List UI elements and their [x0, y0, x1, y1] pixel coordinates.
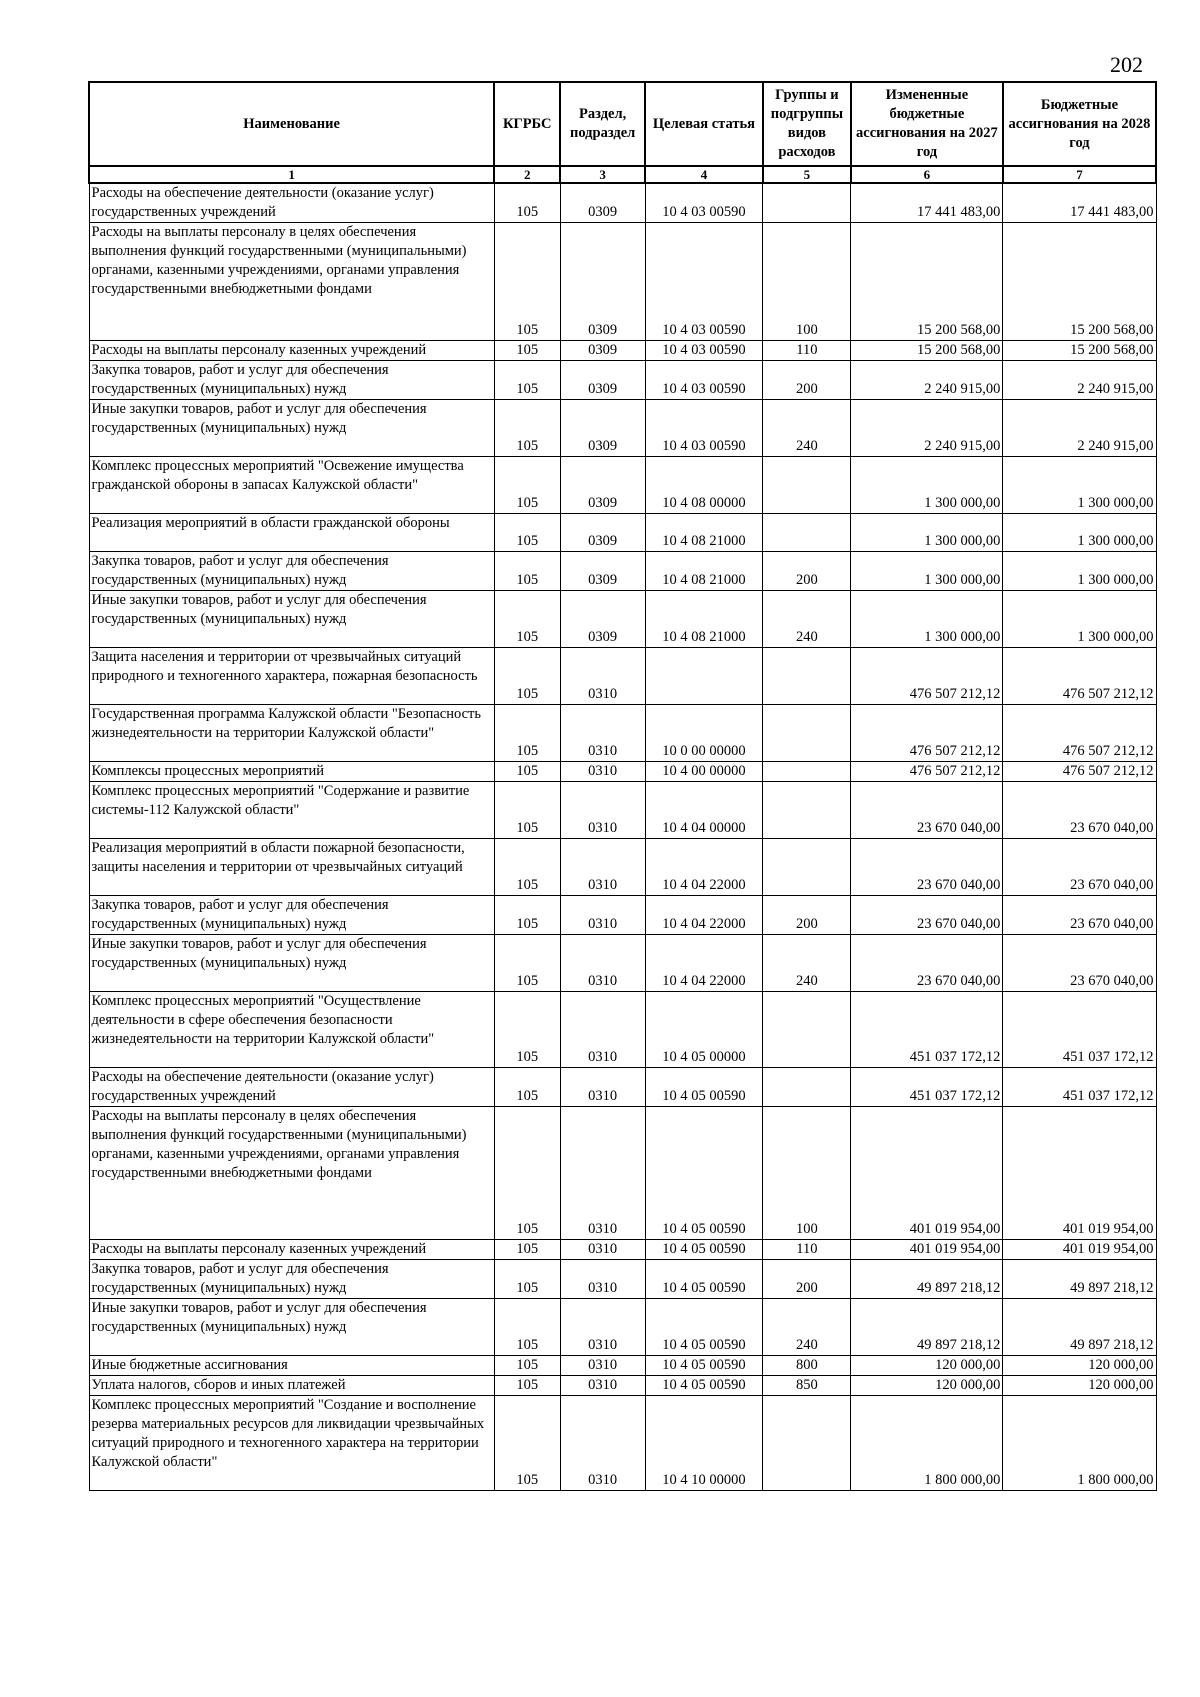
cell-kgrbs: 105	[494, 648, 560, 705]
cell-amount-2027: 2 240 915,00	[851, 400, 1003, 457]
cell-name: Комплекс процессных мероприятий "Создание и восполнение резерва материальных ресурсов для ликвидации чрезвычайных ситуаций природного и техногенного характера на территории Калужской области"	[89, 1396, 494, 1491]
cell-razdel: 0310	[560, 839, 645, 896]
page-number: 202	[1110, 52, 1143, 77]
cell-razdel: 0309	[560, 591, 645, 648]
col-number: 3	[560, 166, 645, 183]
cell-amount-2028: 1 300 000,00	[1003, 514, 1156, 552]
cell-amount-2027: 120 000,00	[851, 1376, 1003, 1396]
cell-kgrbs: 105	[494, 762, 560, 782]
cell-amount-2028: 401 019 954,00	[1003, 1240, 1156, 1260]
table-row	[89, 1107, 1156, 1240]
cell-statya: 10 4 08 00000	[645, 457, 763, 514]
cell-razdel: 0310	[560, 1396, 645, 1491]
cell-razdel: 0310	[560, 1260, 645, 1299]
col-number: 1	[89, 166, 494, 183]
cell-amount-2027: 120 000,00	[851, 1356, 1003, 1376]
cell-razdel: 0310	[560, 1299, 645, 1356]
cell-amount-2028: 476 507 212,12	[1003, 705, 1156, 762]
cell-amount-2028: 120 000,00	[1003, 1376, 1156, 1396]
cell-statya: 10 4 05 00590	[645, 1376, 763, 1396]
cell-amount-2027: 1 800 000,00	[851, 1396, 1003, 1491]
cell-statya: 10 4 08 21000	[645, 591, 763, 648]
cell-name: Реализация мероприятий в области пожарной безопасности, защиты населения и территории от чрезвычайных ситуаций	[89, 839, 494, 896]
cell-amount-2028: 401 019 954,00	[1003, 1107, 1156, 1240]
cell-kgrbs: 105	[494, 457, 560, 514]
cell-amount-2027: 1 300 000,00	[851, 457, 1003, 514]
cell-statya: 10 4 03 00590	[645, 223, 763, 341]
cell-kgrbs: 105	[494, 1299, 560, 1356]
cell-amount-2028: 1 300 000,00	[1003, 552, 1156, 591]
cell-vid: 200	[763, 896, 851, 935]
cell-name: Расходы на выплаты персоналу казенных учреждений	[89, 341, 494, 361]
cell-kgrbs: 105	[494, 1240, 560, 1260]
cell-name: Расходы на выплаты персоналу в целях обеспечения выполнения функций государственными (муниципальными) органами, казенными учреждениями, органами управления государственными внебюджетными фондами	[89, 1107, 494, 1240]
cell-name: Закупка товаров, работ и услуг для обеспечения государственных (муниципальных) нужд	[89, 896, 494, 935]
cell-statya: 10 4 05 00590	[645, 1107, 763, 1240]
table-row	[89, 705, 1156, 762]
cell-amount-2028: 23 670 040,00	[1003, 782, 1156, 839]
cell-kgrbs: 105	[494, 839, 560, 896]
cell-amount-2027: 1 300 000,00	[851, 591, 1003, 648]
cell-amount-2028: 2 240 915,00	[1003, 400, 1156, 457]
cell-vid	[763, 1068, 851, 1107]
cell-kgrbs: 105	[494, 223, 560, 341]
col-number: 7	[1003, 166, 1156, 183]
cell-amount-2027: 49 897 218,12	[851, 1260, 1003, 1299]
cell-razdel: 0310	[560, 896, 645, 935]
cell-vid: 200	[763, 361, 851, 400]
cell-kgrbs: 105	[494, 1260, 560, 1299]
table-row	[89, 223, 1156, 341]
table-row	[89, 457, 1156, 514]
cell-amount-2028: 23 670 040,00	[1003, 896, 1156, 935]
cell-name: Комплекс процессных мероприятий "Осуществление деятельности в сфере обеспечения безопасности жизнедеятельности на территории Калужской области"	[89, 992, 494, 1068]
header-vid: Группы и подгруппы видов расходов	[763, 82, 851, 166]
cell-amount-2028: 476 507 212,12	[1003, 762, 1156, 782]
cell-name: Расходы на обеспечение деятельности (оказание услуг) государственных учреждений	[89, 183, 494, 223]
table-row	[89, 552, 1156, 591]
table-row	[89, 1068, 1156, 1107]
cell-kgrbs: 105	[494, 361, 560, 400]
cell-vid: 240	[763, 1299, 851, 1356]
cell-vid	[763, 839, 851, 896]
cell-amount-2027: 451 037 172,12	[851, 992, 1003, 1068]
cell-statya: 10 4 05 00590	[645, 1240, 763, 1260]
cell-statya: 10 4 04 22000	[645, 935, 763, 992]
table-body	[89, 183, 1156, 1491]
cell-razdel: 0309	[560, 183, 645, 223]
header-razdel: Раздел, подраздел	[560, 82, 645, 166]
table-row	[89, 514, 1156, 552]
cell-kgrbs: 105	[494, 935, 560, 992]
cell-razdel: 0310	[560, 648, 645, 705]
table-row	[89, 992, 1156, 1068]
cell-razdel: 0310	[560, 992, 645, 1068]
cell-amount-2027: 23 670 040,00	[851, 935, 1003, 992]
cell-razdel: 0309	[560, 361, 645, 400]
cell-razdel: 0309	[560, 457, 645, 514]
cell-vid	[763, 183, 851, 223]
cell-amount-2027: 401 019 954,00	[851, 1107, 1003, 1240]
header-2028: Бюджетные ассигнования на 2028 год	[1003, 82, 1156, 166]
table-row	[89, 1240, 1156, 1260]
cell-name: Иные бюджетные ассигнования	[89, 1356, 494, 1376]
cell-statya: 10 4 08 21000	[645, 552, 763, 591]
cell-name: Иные закупки товаров, работ и услуг для обеспечения государственных (муниципальных) нужд	[89, 591, 494, 648]
cell-razdel: 0309	[560, 552, 645, 591]
cell-vid: 240	[763, 935, 851, 992]
cell-amount-2028: 451 037 172,12	[1003, 1068, 1156, 1107]
cell-amount-2028: 1 300 000,00	[1003, 591, 1156, 648]
cell-name: Государственная программа Калужской области "Безопасность жизнедеятельности на территории Калужской области"	[89, 705, 494, 762]
cell-amount-2028: 23 670 040,00	[1003, 839, 1156, 896]
cell-amount-2028: 120 000,00	[1003, 1356, 1156, 1376]
col-number: 5	[763, 166, 851, 183]
header-kgrbs: КГРБС	[494, 82, 560, 166]
cell-statya: 10 4 00 00000	[645, 762, 763, 782]
cell-name: Иные закупки товаров, работ и услуг для обеспечения государственных (муниципальных) нужд	[89, 1299, 494, 1356]
cell-amount-2027: 1 300 000,00	[851, 514, 1003, 552]
cell-name: Уплата налогов, сборов и иных платежей	[89, 1376, 494, 1396]
table-row	[89, 1299, 1156, 1356]
table-row	[89, 1260, 1156, 1299]
cell-vid: 100	[763, 223, 851, 341]
cell-vid: 240	[763, 400, 851, 457]
cell-statya: 10 4 04 00000	[645, 782, 763, 839]
budget-table	[88, 81, 1157, 1491]
cell-amount-2028: 15 200 568,00	[1003, 223, 1156, 341]
cell-kgrbs: 105	[494, 705, 560, 762]
column-number-row	[89, 166, 1156, 183]
cell-vid	[763, 457, 851, 514]
cell-amount-2028: 49 897 218,12	[1003, 1299, 1156, 1356]
table-row	[89, 648, 1156, 705]
table-row	[89, 400, 1156, 457]
cell-statya: 10 4 03 00590	[645, 400, 763, 457]
cell-kgrbs: 105	[494, 782, 560, 839]
cell-razdel: 0310	[560, 1356, 645, 1376]
cell-vid	[763, 1396, 851, 1491]
table-row	[89, 1356, 1156, 1376]
cell-razdel: 0310	[560, 705, 645, 762]
cell-razdel: 0309	[560, 223, 645, 341]
header-name: Наименование	[89, 82, 494, 166]
cell-razdel: 0310	[560, 782, 645, 839]
table-row	[89, 591, 1156, 648]
cell-kgrbs: 105	[494, 183, 560, 223]
cell-vid	[763, 705, 851, 762]
cell-vid	[763, 782, 851, 839]
cell-name: Расходы на выплаты персоналу казенных учреждений	[89, 1240, 494, 1260]
cell-razdel: 0310	[560, 1068, 645, 1107]
cell-amount-2027: 476 507 212,12	[851, 648, 1003, 705]
cell-name: Закупка товаров, работ и услуг для обеспечения государственных (муниципальных) нужд	[89, 552, 494, 591]
cell-kgrbs: 105	[494, 400, 560, 457]
cell-statya: 10 4 05 00590	[645, 1260, 763, 1299]
cell-statya: 10 4 04 22000	[645, 839, 763, 896]
table-row	[89, 896, 1156, 935]
header-2027: Измененные бюджетные ассигнования на 2027 год	[851, 82, 1003, 166]
cell-vid: 200	[763, 552, 851, 591]
col-number: 4	[645, 166, 763, 183]
cell-statya: 10 4 10 00000	[645, 1396, 763, 1491]
cell-amount-2028: 451 037 172,12	[1003, 992, 1156, 1068]
cell-name: Расходы на обеспечение деятельности (оказание услуг) государственных учреждений	[89, 1068, 494, 1107]
cell-razdel: 0310	[560, 1376, 645, 1396]
cell-name: Иные закупки товаров, работ и услуг для обеспечения государственных (муниципальных) нужд	[89, 400, 494, 457]
cell-vid	[763, 762, 851, 782]
cell-amount-2027: 15 200 568,00	[851, 223, 1003, 341]
table-row	[89, 1376, 1156, 1396]
cell-kgrbs: 105	[494, 1396, 560, 1491]
cell-amount-2027: 2 240 915,00	[851, 361, 1003, 400]
table-row	[89, 183, 1156, 223]
cell-name: Иные закупки товаров, работ и услуг для обеспечения государственных (муниципальных) нужд	[89, 935, 494, 992]
cell-kgrbs: 105	[494, 1107, 560, 1240]
cell-amount-2027: 23 670 040,00	[851, 782, 1003, 839]
cell-statya	[645, 648, 763, 705]
cell-vid: 110	[763, 1240, 851, 1260]
cell-vid: 240	[763, 591, 851, 648]
cell-amount-2027: 401 019 954,00	[851, 1240, 1003, 1260]
cell-amount-2028: 23 670 040,00	[1003, 935, 1156, 992]
header-statya: Целевая статья	[645, 82, 763, 166]
cell-amount-2027: 476 507 212,12	[851, 762, 1003, 782]
cell-razdel: 0310	[560, 762, 645, 782]
cell-name: Защита населения и территории от чрезвычайных ситуаций природного и техногенного характера, пожарная безопасность	[89, 648, 494, 705]
cell-statya: 10 4 03 00590	[645, 183, 763, 223]
table-row	[89, 341, 1156, 361]
cell-kgrbs: 105	[494, 896, 560, 935]
cell-razdel: 0309	[560, 514, 645, 552]
cell-kgrbs: 105	[494, 514, 560, 552]
cell-amount-2027: 451 037 172,12	[851, 1068, 1003, 1107]
cell-kgrbs: 105	[494, 1356, 560, 1376]
cell-kgrbs: 105	[494, 1068, 560, 1107]
cell-vid: 110	[763, 341, 851, 361]
cell-amount-2027: 15 200 568,00	[851, 341, 1003, 361]
table-row	[89, 839, 1156, 896]
table-row	[89, 782, 1156, 839]
cell-amount-2028: 17 441 483,00	[1003, 183, 1156, 223]
cell-vid: 800	[763, 1356, 851, 1376]
cell-statya: 10 4 03 00590	[645, 361, 763, 400]
cell-vid: 100	[763, 1107, 851, 1240]
cell-vid: 200	[763, 1260, 851, 1299]
cell-name: Реализация мероприятий в области гражданской обороны	[89, 514, 494, 552]
cell-razdel: 0310	[560, 1107, 645, 1240]
cell-kgrbs: 105	[494, 992, 560, 1068]
cell-amount-2028: 49 897 218,12	[1003, 1260, 1156, 1299]
table-row	[89, 361, 1156, 400]
cell-kgrbs: 105	[494, 552, 560, 591]
cell-kgrbs: 105	[494, 591, 560, 648]
cell-name: Расходы на выплаты персоналу в целях обеспечения выполнения функций государственными (муниципальными) органами, казенными учреждениями, органами управления государственными внебюджетными фондами	[89, 223, 494, 341]
cell-amount-2027: 1 300 000,00	[851, 552, 1003, 591]
cell-name: Комплекс процессных мероприятий "Освежение имущества гражданской обороны в запасах Калужской области"	[89, 457, 494, 514]
table-row	[89, 935, 1156, 992]
cell-amount-2027: 476 507 212,12	[851, 705, 1003, 762]
table-row	[89, 762, 1156, 782]
cell-amount-2027: 23 670 040,00	[851, 896, 1003, 935]
cell-amount-2028: 15 200 568,00	[1003, 341, 1156, 361]
cell-name: Закупка товаров, работ и услуг для обеспечения государственных (муниципальных) нужд	[89, 361, 494, 400]
cell-statya: 10 4 08 21000	[645, 514, 763, 552]
cell-vid	[763, 514, 851, 552]
cell-amount-2027: 23 670 040,00	[851, 839, 1003, 896]
cell-statya: 10 4 04 22000	[645, 896, 763, 935]
cell-kgrbs: 105	[494, 1376, 560, 1396]
cell-amount-2027: 49 897 218,12	[851, 1299, 1003, 1356]
cell-statya: 10 4 05 00000	[645, 992, 763, 1068]
cell-razdel: 0310	[560, 1240, 645, 1260]
cell-vid: 850	[763, 1376, 851, 1396]
cell-amount-2027: 17 441 483,00	[851, 183, 1003, 223]
cell-amount-2028: 476 507 212,12	[1003, 648, 1156, 705]
cell-razdel: 0309	[560, 400, 645, 457]
cell-statya: 10 4 05 00590	[645, 1356, 763, 1376]
cell-statya: 10 4 05 00590	[645, 1068, 763, 1107]
cell-kgrbs: 105	[494, 341, 560, 361]
cell-name: Закупка товаров, работ и услуг для обеспечения государственных (муниципальных) нужд	[89, 1260, 494, 1299]
cell-razdel: 0309	[560, 341, 645, 361]
cell-razdel: 0310	[560, 935, 645, 992]
cell-statya: 10 4 03 00590	[645, 341, 763, 361]
col-number: 6	[851, 166, 1003, 183]
col-number: 2	[494, 166, 560, 183]
cell-amount-2028: 2 240 915,00	[1003, 361, 1156, 400]
cell-name: Комплексы процессных мероприятий	[89, 762, 494, 782]
cell-name: Комплекс процессных мероприятий "Содержание и развитие системы-112 Калужской области"	[89, 782, 494, 839]
header-row	[89, 82, 1156, 166]
cell-statya: 10 0 00 00000	[645, 705, 763, 762]
cell-amount-2028: 1 300 000,00	[1003, 457, 1156, 514]
cell-vid	[763, 992, 851, 1068]
cell-statya: 10 4 05 00590	[645, 1299, 763, 1356]
cell-amount-2028: 1 800 000,00	[1003, 1396, 1156, 1491]
cell-vid	[763, 648, 851, 705]
table-row	[89, 1396, 1156, 1491]
